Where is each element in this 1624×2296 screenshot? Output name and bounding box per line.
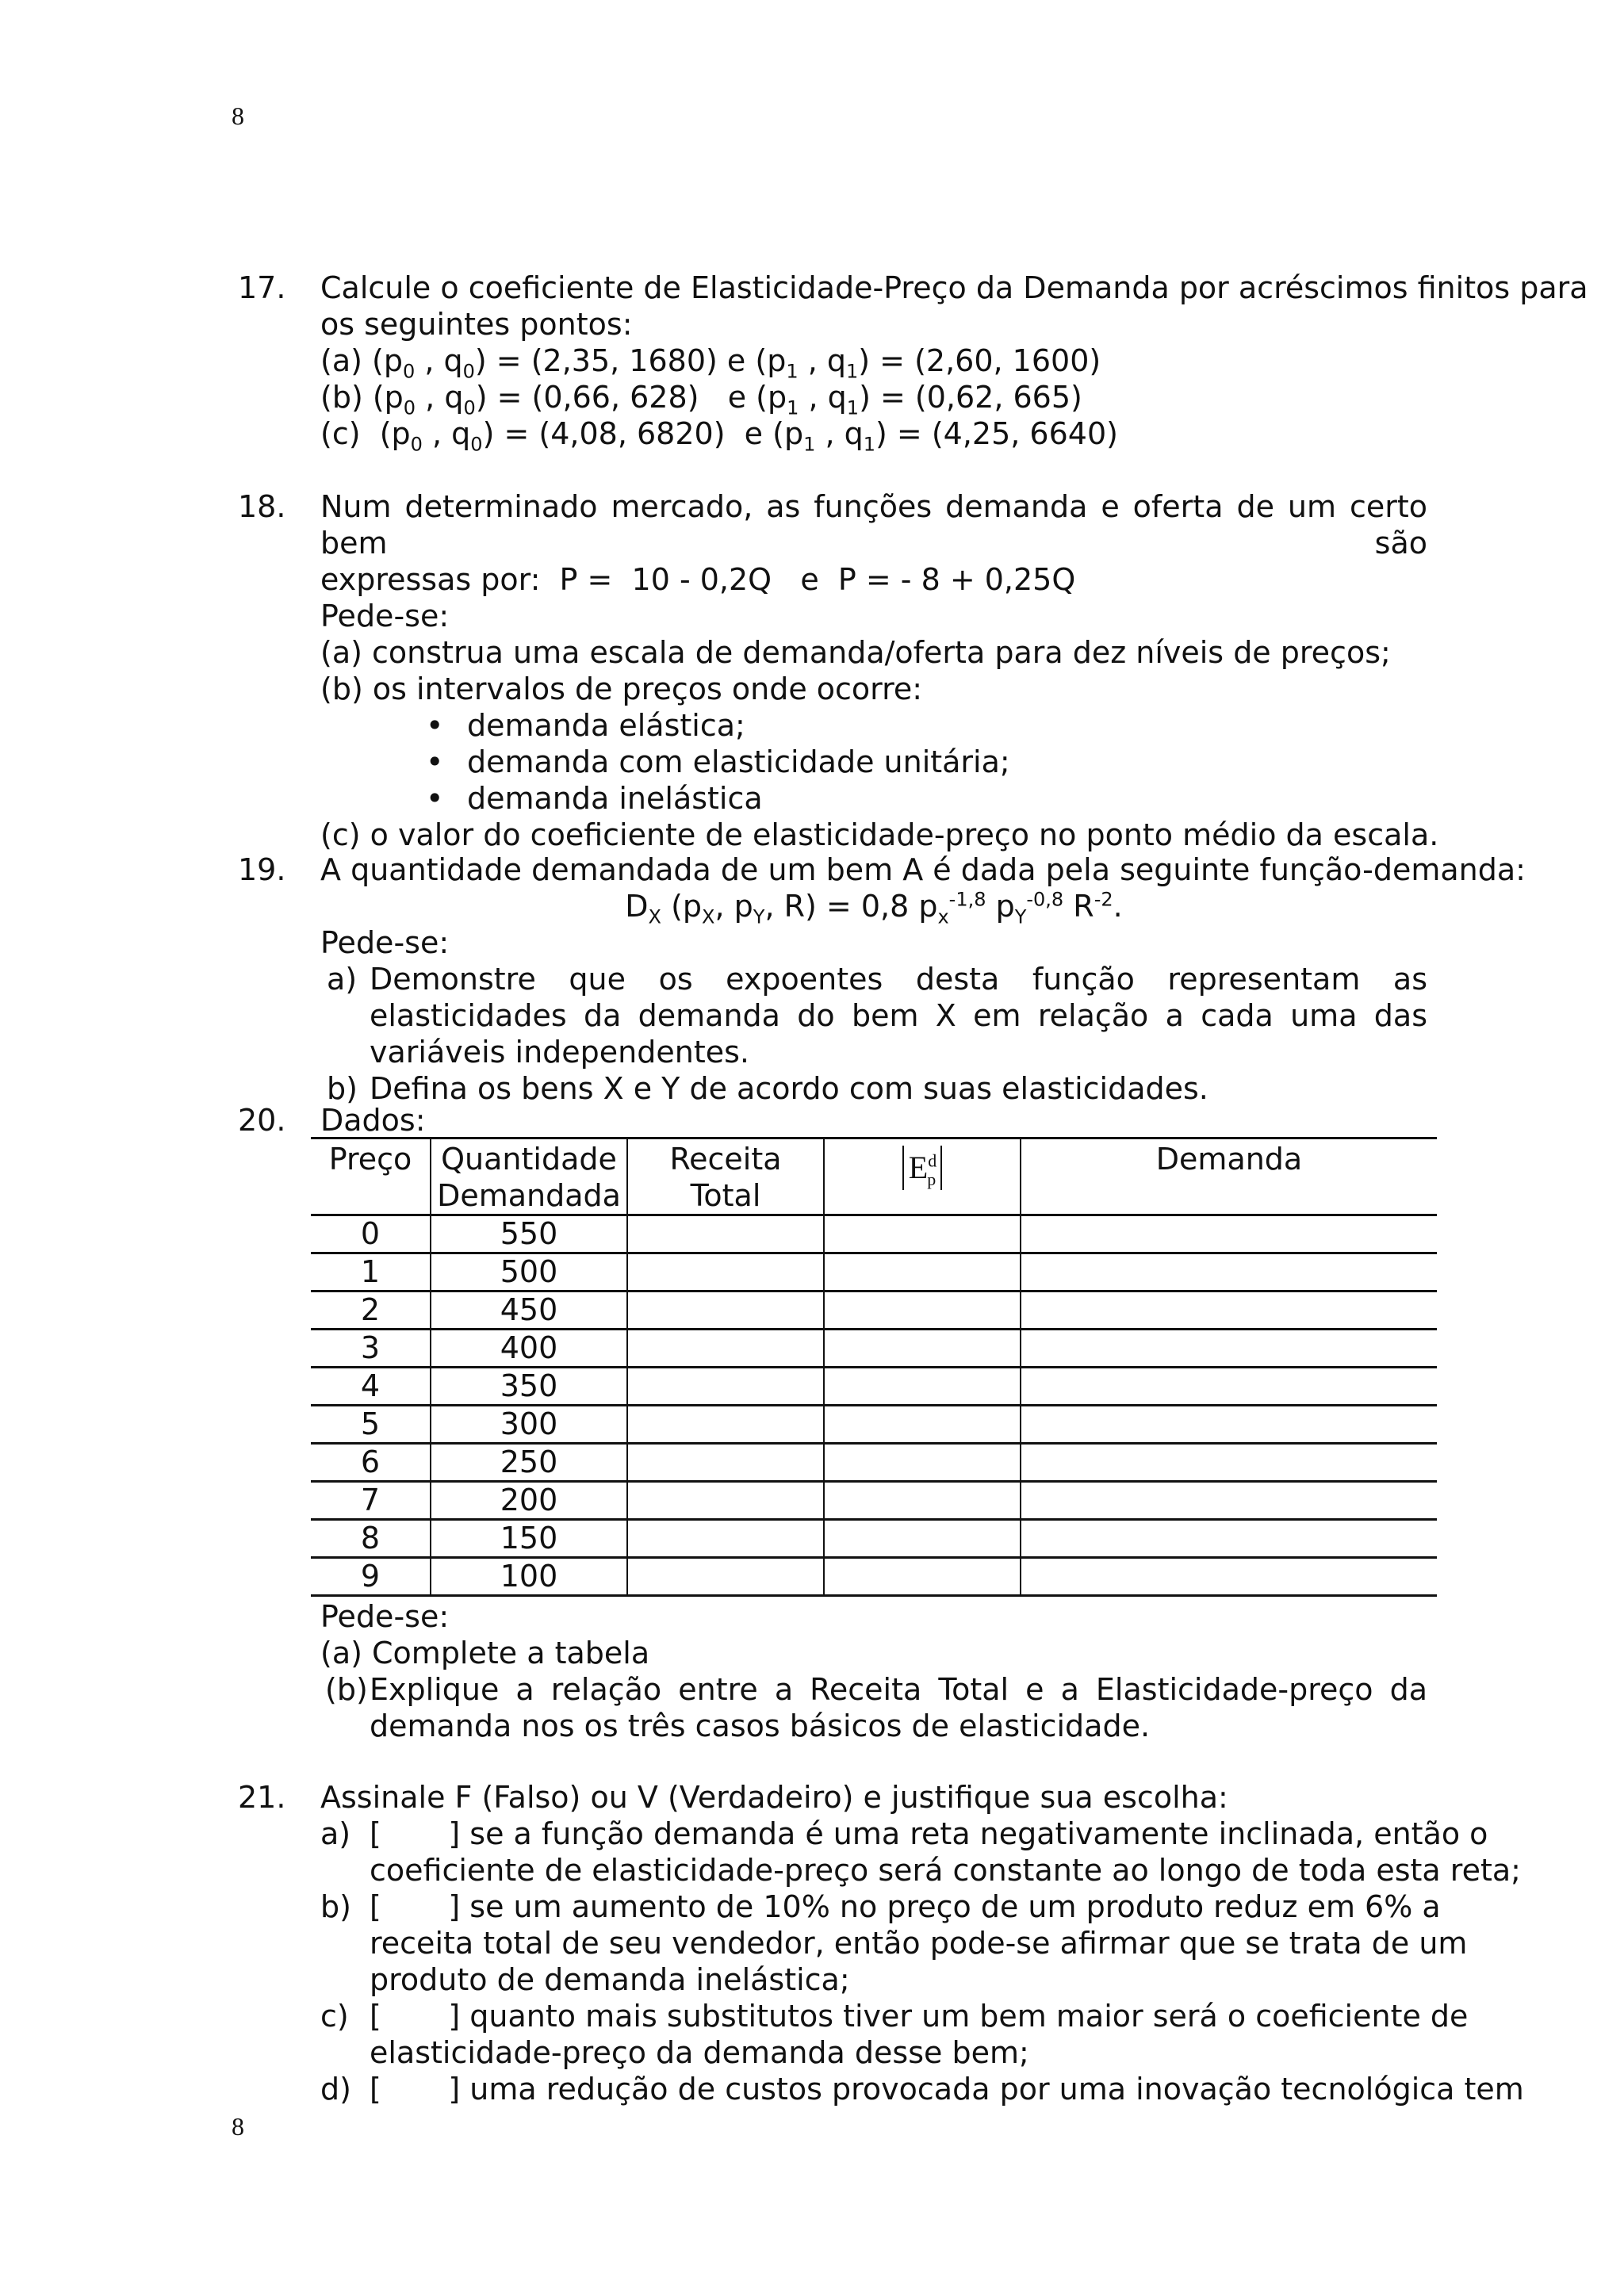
- q20-dados: Dados:: [320, 1103, 426, 1138]
- q20-item-b: (b) Explique a relação entre a Receita Total e a Elasticidade-preço da demanda nos os três casos básicos de elasticidade.: [325, 1672, 1427, 1743]
- table-row: [311, 1330, 1437, 1368]
- q18-item-c: (c) o valor do coeficiente de elasticidade-preço no ponto médio da escala.: [320, 817, 1439, 852]
- item-line: [ ] quanto mais substitutos tiver um bem maior será o coeficiente de: [370, 1999, 1469, 2034]
- cell-elasticidade[interactable]: [824, 1368, 1021, 1406]
- cell-quantidade: 300: [431, 1406, 627, 1444]
- col-preco: Preço: [311, 1138, 431, 1215]
- cell-quantidade: 550: [431, 1215, 627, 1253]
- q17-line-1: Calcule o coeficiente de Elasticidade-Preço da Demanda por acréscimos finitos para: [320, 270, 1588, 305]
- cell-receita-total[interactable]: [627, 1558, 824, 1596]
- table-row: [311, 1253, 1437, 1292]
- cell-preco: 8: [311, 1520, 431, 1558]
- cell-demanda[interactable]: [1021, 1482, 1437, 1520]
- cell-elasticidade[interactable]: [824, 1330, 1021, 1368]
- q19-formula: $D_X$ ($p_X$, $p_Y$, R) = 0,8 $p_x^{-1,8}$ $p_Y^{-0,8}$ $R^{-2}$.: [625, 888, 1123, 928]
- cell-elasticidade[interactable]: [824, 1215, 1021, 1253]
- q18-item-b: (b) os intervalos de preços onde ocorre:: [320, 672, 923, 706]
- q19-line-1: A quantidade demandada de um bem A é dada pela seguinte função-demanda:: [320, 852, 1526, 887]
- q19-item-b: b) Defina os bens X e Y de acordo com suas elasticidades.: [327, 1071, 1208, 1106]
- q20-item-a: (a) Complete a tabela: [320, 1636, 650, 1670]
- cell-preco: 2: [311, 1292, 431, 1330]
- cell-receita-total[interactable]: [627, 1253, 824, 1292]
- cell-demanda[interactable]: [1021, 1253, 1437, 1292]
- table-row: [311, 1444, 1437, 1482]
- cell-demanda[interactable]: [1021, 1558, 1437, 1596]
- q18-line-1: Num determinado mercado, as funções demanda e oferta de um certo bem são: [320, 489, 1427, 561]
- q21-line-1: Assinale F (Falso) ou V (Verdadeiro) e justifique sua escolha:: [320, 1780, 1228, 1815]
- col-quantidade: Quantidade Demandada: [431, 1138, 627, 1215]
- q18-line-2: expressas por: P = 10 - 0,2Q e P = - 8 + 0,25Q: [320, 562, 1076, 597]
- q18-bullet-1: • demanda elástica;: [320, 707, 1427, 744]
- cell-preco: 0: [311, 1215, 431, 1253]
- table-row: [311, 1292, 1437, 1330]
- item-line: coeficiente de elasticidade-preço será constante ao longo de toda esta reta;: [370, 1853, 1521, 1888]
- item-line: receita total de seu vendedor, então pode-se afirmar que se trata de um: [370, 1926, 1468, 1961]
- cell-preco: 6: [311, 1444, 431, 1482]
- cell-preco: 4: [311, 1368, 431, 1406]
- table-row: [311, 1520, 1437, 1558]
- cell-receita-total[interactable]: [627, 1444, 824, 1482]
- table-row: [311, 1368, 1437, 1406]
- q19-item-a: a) Demonstre que os expoentes desta função representam as elasticidades da demanda do bem X em relação a cada uma das variáveis independentes.: [327, 962, 1427, 1070]
- item-label: d): [320, 2072, 351, 2107]
- cell-quantidade: 100: [431, 1558, 627, 1596]
- cell-receita-total[interactable]: [627, 1520, 824, 1558]
- cell-elasticidade[interactable]: [824, 1292, 1021, 1330]
- cell-receita-total[interactable]: [627, 1330, 824, 1368]
- cell-preco: 9: [311, 1558, 431, 1596]
- cell-quantidade: 450: [431, 1292, 627, 1330]
- col-demanda: Demanda: [1021, 1138, 1437, 1215]
- cell-elasticidade[interactable]: [824, 1558, 1021, 1596]
- q19-pede: Pede-se:: [320, 925, 450, 960]
- cell-demanda[interactable]: [1021, 1292, 1437, 1330]
- col-elasticidade: [824, 1138, 1021, 1215]
- item-label: c): [320, 1999, 349, 2034]
- q20-pede: Pede-se:: [320, 1599, 450, 1634]
- cell-quantidade: 500: [431, 1253, 627, 1292]
- cell-receita-total[interactable]: [627, 1215, 824, 1253]
- cell-demanda[interactable]: [1021, 1368, 1437, 1406]
- item-line: [ ] se a função demanda é uma reta negativamente inclinada, então o: [370, 1816, 1488, 1851]
- cell-quantidade: 200: [431, 1482, 627, 1520]
- table-header-row: [311, 1138, 1437, 1215]
- q21-item-d: [320, 2071, 1524, 2107]
- question-number: 17.: [238, 270, 286, 305]
- q21-item-b: [320, 1888, 1468, 1998]
- table-row: [311, 1558, 1437, 1596]
- item-line: elasticidade-preço da demanda desse bem;: [370, 2035, 1029, 2070]
- question-number: 18.: [238, 489, 286, 524]
- item-line: produto de demanda inelástica;: [370, 1962, 850, 1997]
- demand-table: [311, 1137, 1437, 1597]
- q18-item-a: (a) construa uma escala de demanda/oferta para dez níveis de preços;: [320, 635, 1391, 670]
- cell-receita-total[interactable]: [627, 1406, 824, 1444]
- table-row: [311, 1215, 1437, 1253]
- q18-bullet-3: • demanda inelástica: [320, 780, 1427, 817]
- item-line: [ ] se um aumento de 10% no preço de um produto reduz em 6% a: [370, 1889, 1441, 1924]
- table-row: [311, 1406, 1437, 1444]
- cell-demanda[interactable]: [1021, 1330, 1437, 1368]
- cell-demanda[interactable]: [1021, 1406, 1437, 1444]
- cell-preco: 7: [311, 1482, 431, 1520]
- q21-item-a: [320, 1816, 1521, 1888]
- cell-preco: 5: [311, 1406, 431, 1444]
- page-number-top: 8: [232, 101, 244, 130]
- item-label: b): [320, 1889, 351, 1924]
- q17-item-a: (a) ($p_0$ , $q_0) = (2,35$, 1680) e ($p_1$ , $q_1) = (2,60$, 1600): [320, 343, 1101, 383]
- cell-preco: 3: [311, 1330, 431, 1368]
- cell-demanda[interactable]: [1021, 1520, 1437, 1558]
- elasticity-symbol: $E^d_p$: [902, 1146, 942, 1190]
- cell-demanda[interactable]: [1021, 1444, 1437, 1482]
- cell-elasticidade[interactable]: [824, 1482, 1021, 1520]
- item-label: a): [320, 1816, 351, 1851]
- question-number: 19.: [238, 852, 286, 887]
- cell-quantidade: 400: [431, 1330, 627, 1368]
- q18-bullet-2: • demanda com elasticidade unitária;: [320, 744, 1427, 780]
- cell-elasticidade[interactable]: [824, 1406, 1021, 1444]
- cell-elasticidade[interactable]: [824, 1444, 1021, 1482]
- q17-item-c: (c) ($p_0$ , $q_0) = (4,08$, 6820) e ($p_1$ , $q_1) = (4,25$, 6640): [320, 416, 1118, 456]
- cell-receita-total[interactable]: [627, 1292, 824, 1330]
- cell-receita-total[interactable]: [627, 1368, 824, 1406]
- table-row: [311, 1482, 1437, 1520]
- cell-quantidade: 150: [431, 1520, 627, 1558]
- cell-preco: 1: [311, 1253, 431, 1292]
- q21-item-c: [320, 1998, 1469, 2071]
- cell-quantidade: 250: [431, 1444, 627, 1482]
- question-number: 21.: [238, 1780, 286, 1815]
- cell-quantidade: 350: [431, 1368, 627, 1406]
- col-receita-total: Receita Total: [627, 1138, 824, 1215]
- q17-item-b: (b) ($p_0$ , $q_0) = (0,66$, 628) e ($p_1$ , $q_1) = (0,62$, 665): [320, 380, 1082, 419]
- item-line: [ ] uma redução de custos provocada por uma inovação tecnológica tem: [370, 2072, 1524, 2107]
- question-number: 20.: [238, 1103, 286, 1138]
- cell-demanda[interactable]: [1021, 1215, 1437, 1253]
- cell-elasticidade[interactable]: [824, 1520, 1021, 1558]
- cell-elasticidade[interactable]: [824, 1253, 1021, 1292]
- q17-line-2: os seguintes pontos:: [320, 307, 633, 342]
- cell-receita-total[interactable]: [627, 1482, 824, 1520]
- q18-pede: Pede-se:: [320, 599, 450, 633]
- page-number-bottom: 8: [232, 2112, 244, 2141]
